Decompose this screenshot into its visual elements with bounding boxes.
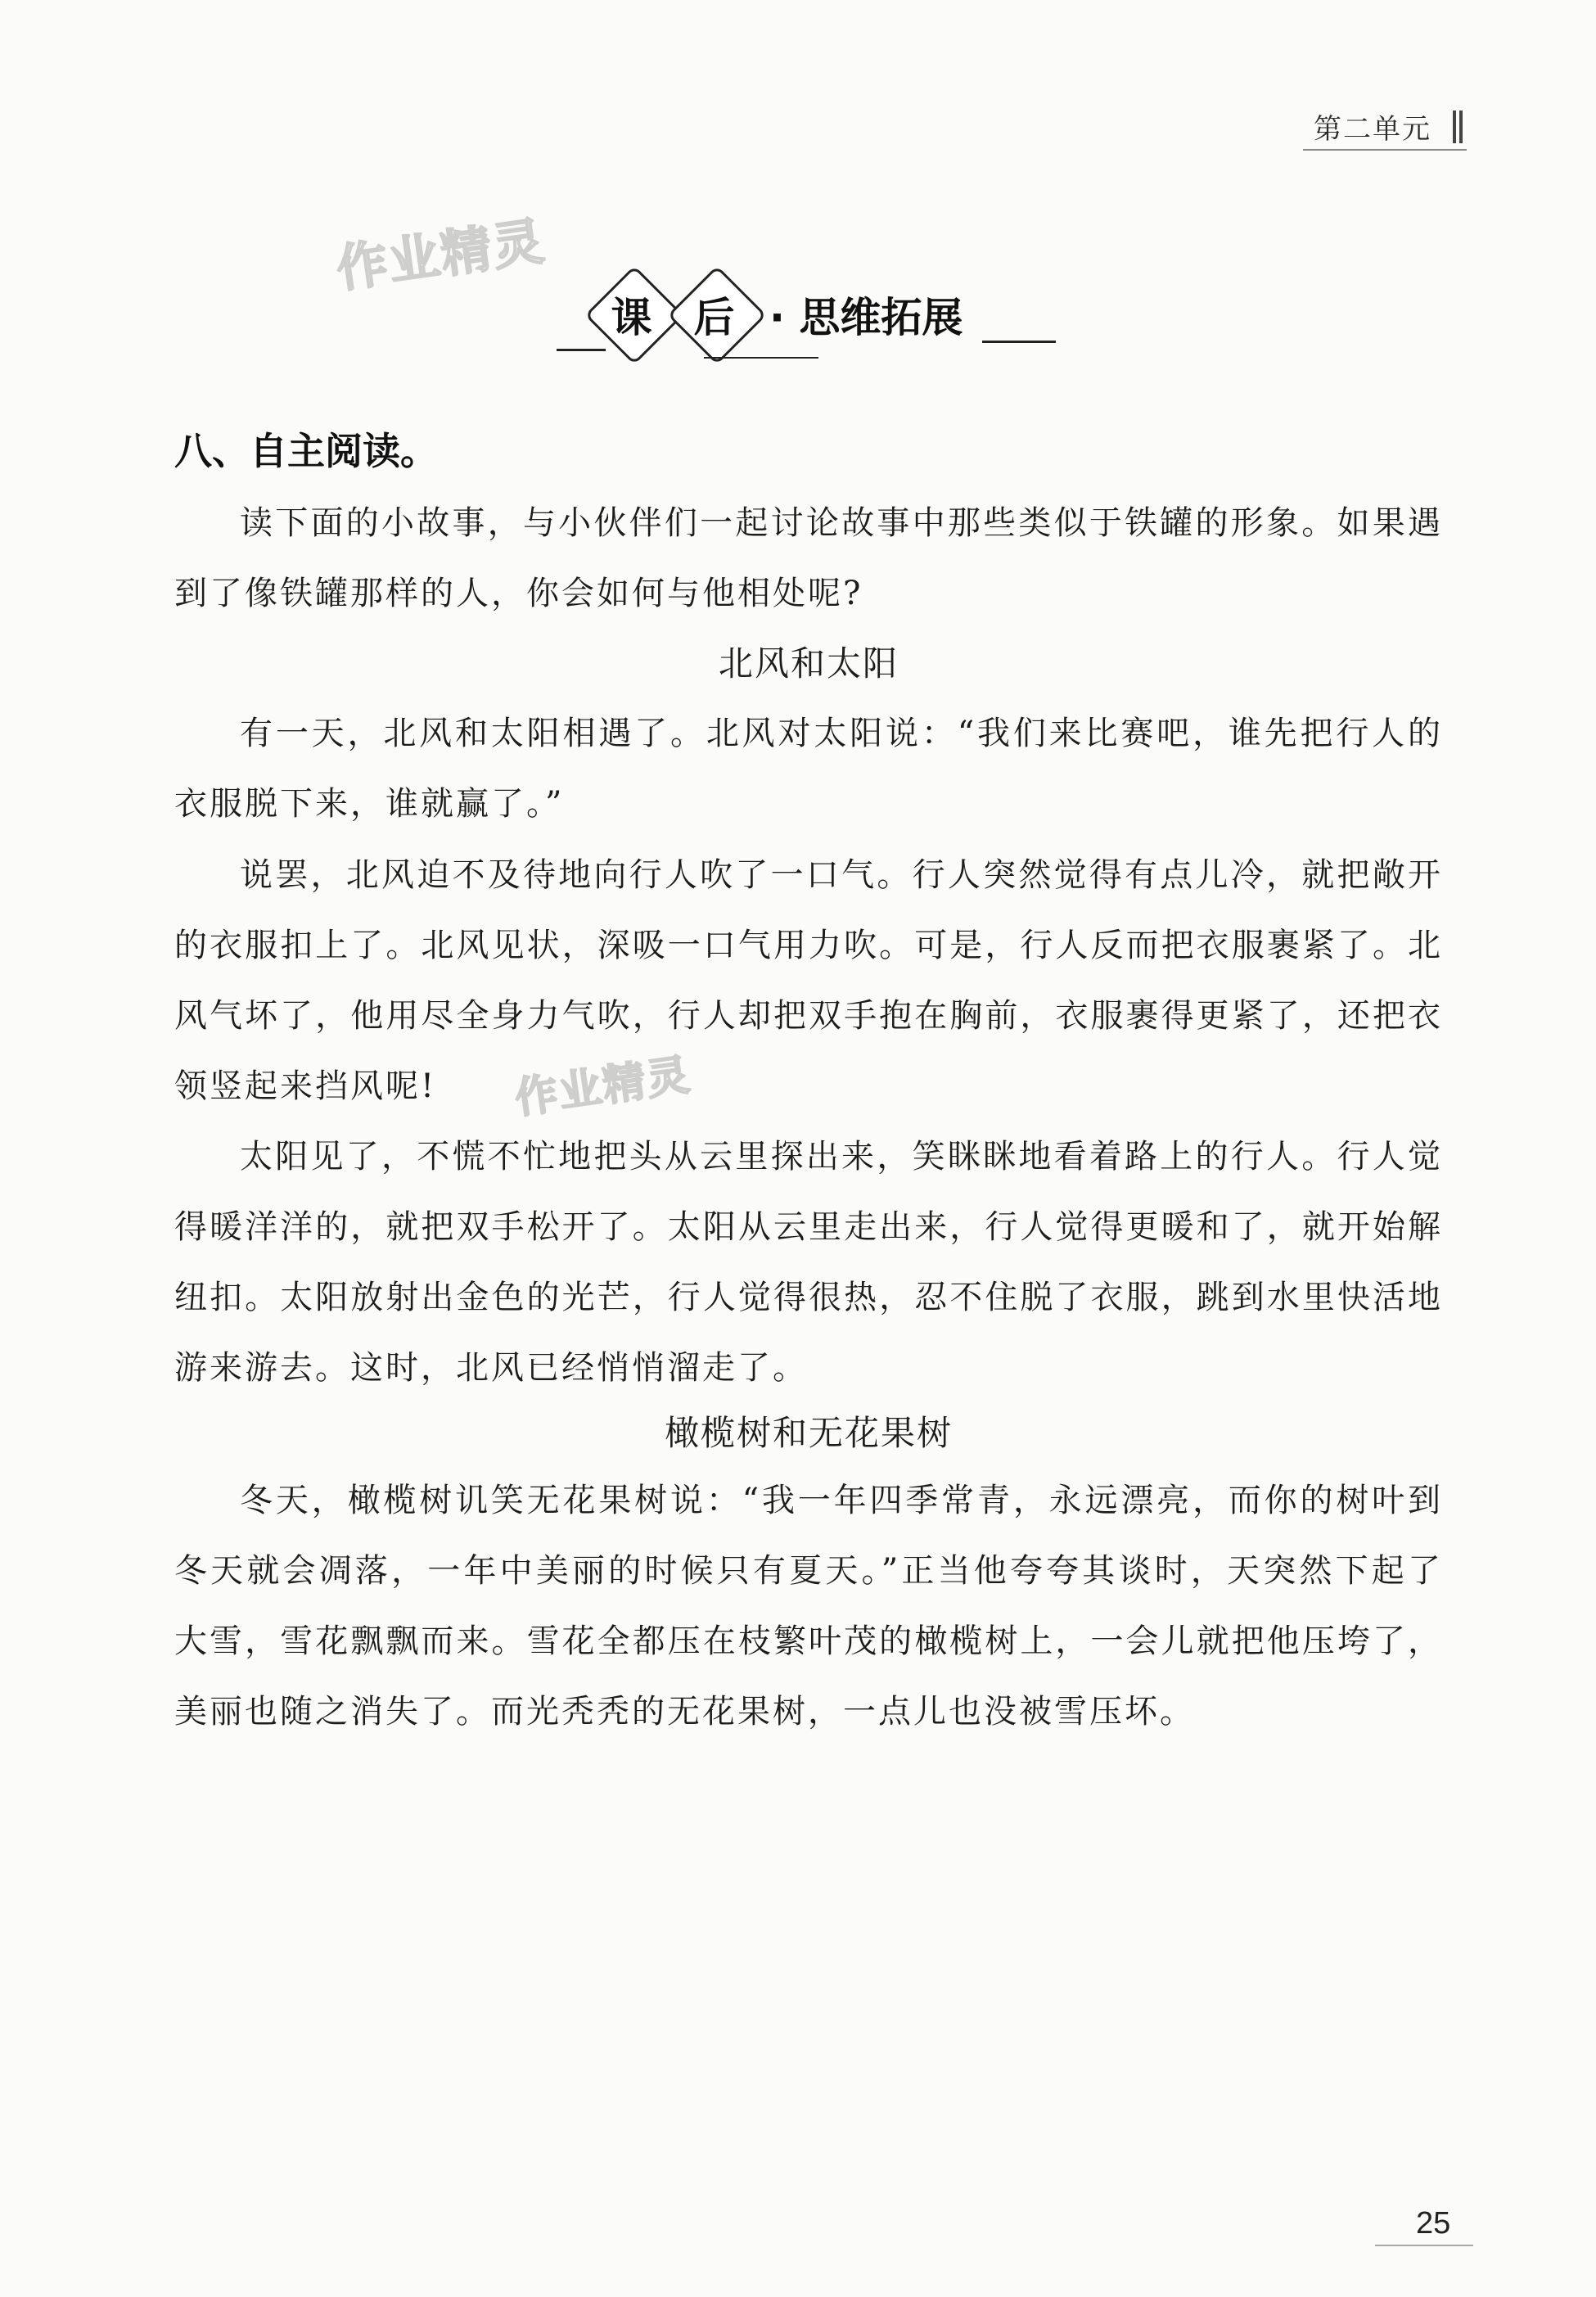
banner-rule bbox=[982, 341, 1056, 343]
unit-divider bbox=[1453, 111, 1456, 143]
story-paragraph: 太阳见了，不慌不忙地把头从云里探出来，笑眯眯地看着路上的行人。行人觉得暖洋洋的，就把双手松开了。太阳从云里走出来，行人觉得更暖和了，就开始解纽扣。太阳放射出金色的光芒，行人觉得很热，忍不住脱了衣服，跳到水里快活地游来游去。这时，北风已经悄悄溜走了。 bbox=[174, 1138, 1443, 1387]
unit-label: 第二单元 bbox=[1314, 114, 1431, 145]
story-paragraph: 有一天，北风和太阳相遇了。北风对太阳说：“我们来比赛吧，谁先把行人的衣服脱下来，谁就赢了。” bbox=[174, 715, 1443, 823]
section-heading: 八、自主阅读。 bbox=[174, 429, 438, 473]
intro-paragraph: 读下面的小故事，与小伙伴们一起讨论故事中那些类似于铁罐的形象。如果遇到了像铁罐那样的人，你会如何与他相处呢? bbox=[174, 504, 1443, 612]
header-rule bbox=[1303, 149, 1467, 151]
story-paragraph: 冬天，橄榄树讥笑无花果树说：“我一年四季常青，永远漂亮，而你的树叶到冬天就会凋落，一年中美丽的时候只有夏天。”正当他夸夸其谈时，天突然下起了大雪，雪花飘飘而来。雪花全都压在枝繁叶茂的橄榄树上，一会儿就把他压垮了，美丽也随之消失了。而光秃秃的无花果树，一点儿也没被雪压坏。 bbox=[174, 1482, 1443, 1731]
banner-rule bbox=[704, 357, 818, 359]
section-banner bbox=[565, 278, 1056, 377]
unit-divider bbox=[1459, 111, 1463, 143]
banner-title: · 思维拓展 bbox=[769, 294, 963, 341]
banner-rule bbox=[557, 349, 606, 351]
banner-char: 后 bbox=[693, 294, 735, 341]
story-paragraph: 说罢，北风迫不及待地向行人吹了一口气。行人突然觉得有点儿冷，就把敞开的衣服扣上了。北风见状，深吸一口气用力吹。可是，行人反而把衣服裹紧了。北风气坏了，他用尽全身力气吹，行人却把双手抱在胸前，衣服裹得更紧了，还把衣领竖起来挡风呢! bbox=[174, 856, 1443, 1105]
banner-char: 课 bbox=[611, 294, 652, 341]
watermark: 作业精灵 bbox=[332, 210, 549, 300]
story-title: 橄榄树和无花果树 bbox=[664, 1413, 953, 1453]
footer-rule bbox=[1375, 2245, 1473, 2246]
watermark: 作业精灵 bbox=[512, 1050, 694, 1124]
story-title: 北风和太阳 bbox=[718, 643, 899, 684]
page-number: 25 bbox=[1416, 2206, 1451, 2241]
